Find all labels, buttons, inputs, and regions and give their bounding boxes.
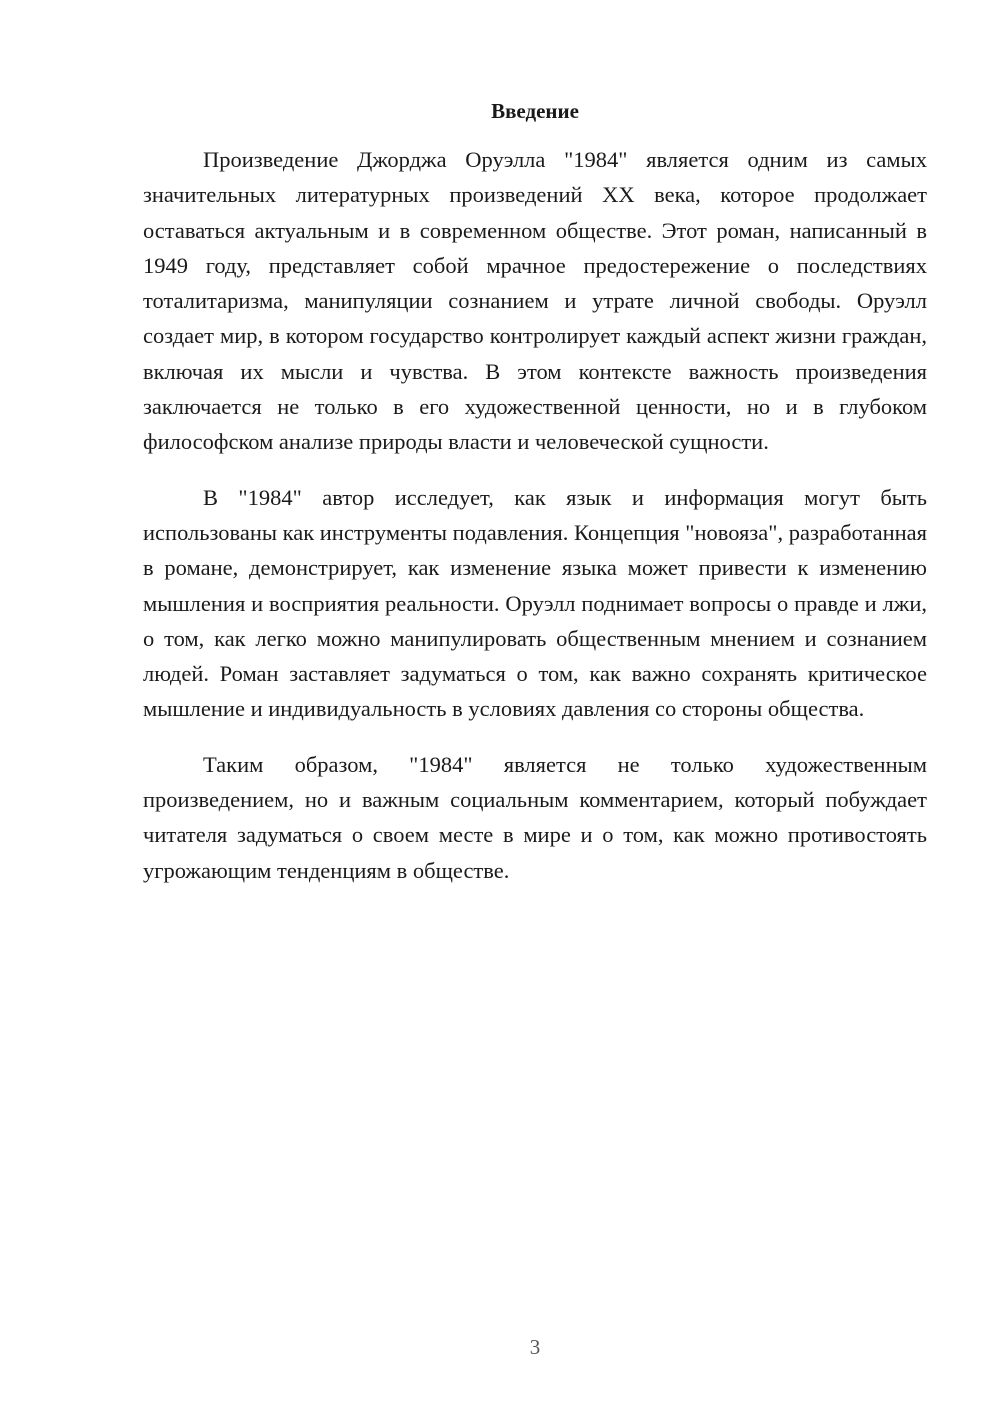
section-heading: Введение <box>491 99 579 123</box>
page-number: 3 <box>529 1335 541 1359</box>
body-text <box>143 142 927 908</box>
paragraph-2: В "1984" автор исследует, как язык и информация могут быть использованы как инструменты подавления. Концепция "новояза", разработанная в романе, демонстрирует, как изменение языка может привести к изменению мышления и восприятия реальности. Оруэлл поднимает вопросы о правде и лжи, о том, как легко можно манипулировать общественным мнением и сознанием людей. Роман заставляет задуматься о том, как важно сохранять критическое мышление и индивидуальность в условиях давления со стороны общества. <box>143 484 927 722</box>
paragraph-1: Произведение Джорджа Оруэлла "1984" является одним из самых значительных литературных произведений XX века, которое продолжает оставаться актуальным и в современном обществе. Этот роман, написанный в 1949 году, представляет собой мрачное предостережение о последствиях тоталитаризма, манипуляции сознанием и утрате личной свободы. Оруэлл создает мир, в котором государство контролирует каждый аспект жизни граждан, включая их мысли и чувства. В этом контексте важность произведения заключается не только в его художественной ценности, но и в глубоком философском анализе природы власти и человеческой сущности. <box>143 147 927 455</box>
paragraph-3: Таким образом, "1984" является не только художественным произведением, но и важным социальным комментарием, который побуждает читателя задуматься о своем месте в мире и о том, как можно противостоять угрожающим тенденциям в обществе. <box>143 751 927 883</box>
